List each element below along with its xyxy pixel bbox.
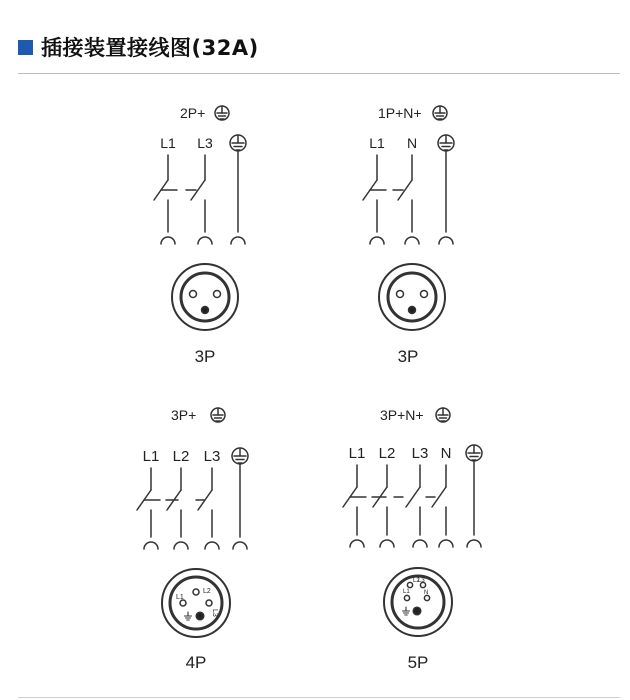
diagram-heading: 2P+ <box>180 105 206 121</box>
ground-icon <box>211 408 225 422</box>
diagram-heading: 3P+ <box>171 407 197 423</box>
ground-icon <box>438 135 454 151</box>
ground-icon <box>215 106 229 120</box>
pole-label: L2 <box>172 448 190 465</box>
diagram-caption: 3P <box>397 347 419 366</box>
socket-3p <box>172 264 238 330</box>
socket-pin-label: N <box>424 590 429 596</box>
pole-label: L1 <box>142 448 160 465</box>
socket-4p <box>162 569 230 637</box>
ground-icon <box>433 106 447 120</box>
diagram-heading: 1P+N+ <box>378 105 422 121</box>
ground-icon <box>230 135 246 151</box>
diagram-caption: 5P <box>407 653 429 672</box>
socket-pin-label: L1 <box>176 594 184 601</box>
footer-divider <box>18 697 620 698</box>
diagram-3p-n-e <box>343 407 482 672</box>
diagram-2p-e <box>154 105 246 366</box>
socket-pin-label: L2 <box>413 578 420 584</box>
pole-label: N <box>406 135 418 151</box>
socket-3p <box>379 264 445 330</box>
diagram-3p-e <box>137 407 248 672</box>
pole-label: L1 <box>369 135 385 151</box>
socket-pin-label: L2 <box>203 588 211 595</box>
pole-label: L3 <box>197 135 213 151</box>
pole-label: L3 <box>203 448 221 465</box>
pole-label: N <box>440 445 452 462</box>
pole-label: L1 <box>160 135 176 151</box>
socket-pin-label: L1 <box>403 589 410 595</box>
diagram-heading: 3P+N+ <box>380 407 424 423</box>
socket-pin-label: L3 <box>211 609 218 617</box>
ground-icon <box>436 408 450 422</box>
socket-pin-label: L3 <box>418 578 425 584</box>
ground-icon <box>232 448 248 464</box>
pole-label: L2 <box>378 445 396 462</box>
page-title: 插接装置接线图(32A) <box>41 36 259 60</box>
pole-label: L3 <box>411 445 429 462</box>
ground-icon <box>466 445 482 461</box>
diagram-caption: 3P <box>194 347 216 366</box>
pole-label: L1 <box>348 445 366 462</box>
diagram-caption: 4P <box>185 653 207 672</box>
diagram-1p-n-e <box>363 105 454 366</box>
